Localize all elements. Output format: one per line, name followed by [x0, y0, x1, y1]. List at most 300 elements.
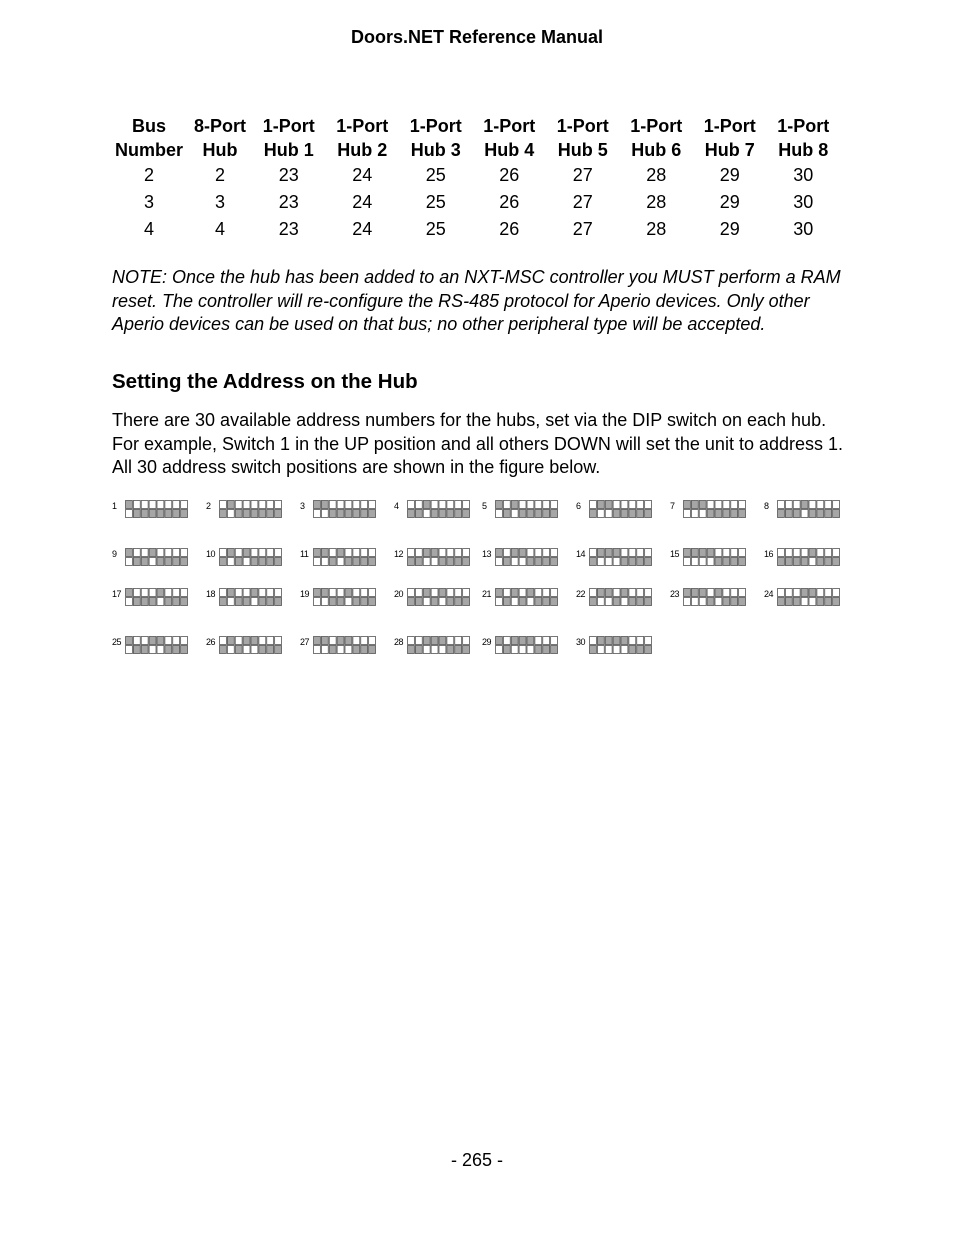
- dip-switch-block: [589, 548, 652, 566]
- dip-switch-down: [447, 510, 454, 518]
- dip-switch-down: [251, 558, 258, 566]
- dip-switch-down: [645, 549, 652, 557]
- dip-switch-down: [243, 501, 250, 509]
- table-header-cell: Hub 2: [337, 140, 388, 160]
- dip-switch-block: [125, 548, 188, 566]
- dip-switch-up: [243, 646, 250, 654]
- table-header-cell: 1-Port: [483, 116, 536, 136]
- dip-switch-up: [227, 558, 234, 566]
- dip-switch-down: [165, 549, 172, 557]
- dip-switch-down: [369, 589, 376, 597]
- dip-switch-up: [597, 510, 604, 518]
- dip-switch-block: [589, 636, 652, 654]
- dip-switch-down: [408, 646, 415, 654]
- bus-hub-table: [110, 114, 840, 243]
- dip-switch-down: [535, 549, 542, 557]
- dip-switch-down: [173, 646, 180, 654]
- dip-switch-down: [149, 598, 156, 606]
- dip-switch-down: [259, 637, 266, 645]
- dip-switch-down: [629, 646, 636, 654]
- table-row: [110, 162, 840, 189]
- dip-switch-up: [423, 598, 430, 606]
- dip-switch-down: [785, 589, 792, 597]
- dip-switch-down: [590, 501, 597, 509]
- dip-switch-down: [707, 501, 714, 509]
- table-header-cell: Hub 7: [704, 140, 755, 160]
- dip-switch-up: [684, 558, 691, 566]
- table-header-cell: Hub 3: [410, 140, 461, 160]
- dip-switch-address-label: 5: [482, 501, 487, 511]
- dip-switch-up: [314, 501, 321, 509]
- dip-switch-up: [227, 637, 234, 645]
- dip-switch-up: [337, 637, 344, 645]
- dip-switch-up: [321, 501, 328, 509]
- dip-switch-down: [817, 589, 824, 597]
- dip-switch-address-label: 7: [670, 501, 675, 511]
- table-cell: 3: [214, 192, 225, 212]
- dip-switch-down: [181, 637, 188, 645]
- dip-switch-up: [423, 589, 430, 597]
- dip-switch-down: [235, 510, 242, 518]
- dip-switch-up: [613, 646, 620, 654]
- dip-switch-down: [723, 598, 730, 606]
- table-cell: 28: [646, 165, 667, 185]
- dip-switch-down: [439, 549, 446, 557]
- dip-switch-down: [621, 501, 628, 509]
- dip-switch-up: [227, 598, 234, 606]
- dip-switch-down: [613, 589, 620, 597]
- dip-switch-down: [833, 598, 840, 606]
- dip-switch-down: [503, 510, 510, 518]
- table-header-cell: Hub 8: [778, 140, 829, 160]
- dip-switch-block: [125, 636, 188, 654]
- dip-switch-down: [361, 646, 368, 654]
- dip-switch-up: [314, 646, 321, 654]
- dip-switch-down: [181, 549, 188, 557]
- dip-switch-down: [149, 510, 156, 518]
- dip-switch-address-label: 27: [300, 637, 310, 647]
- dip-switch-up: [157, 646, 164, 654]
- dip-switch-down: [455, 501, 462, 509]
- dip-switch-block: [125, 588, 188, 606]
- dip-switch-down: [157, 549, 164, 557]
- dip-switch-address-label: 9: [112, 549, 117, 559]
- table-header-cell: Number: [114, 140, 183, 160]
- dip-switch-down: [329, 589, 336, 597]
- dip-switch-down: [353, 558, 360, 566]
- dip-switch-down: [220, 549, 227, 557]
- dip-switch-down: [447, 646, 454, 654]
- table-cell: 28: [646, 192, 667, 212]
- dip-switch-down: [361, 510, 368, 518]
- dip-switch-up: [337, 558, 344, 566]
- dip-switch-down: [519, 510, 526, 518]
- dip-switch-down: [267, 501, 274, 509]
- dip-switch-up: [126, 598, 133, 606]
- dip-switch-down: [181, 589, 188, 597]
- dip-switch-down: [275, 598, 282, 606]
- dip-switch-down: [157, 558, 164, 566]
- dip-switch-down: [275, 549, 282, 557]
- dip-switch-up: [251, 598, 258, 606]
- dip-switch-down: [337, 510, 344, 518]
- dip-switch-up: [314, 637, 321, 645]
- dip-switch-down: [778, 510, 785, 518]
- dip-switch-down: [739, 589, 746, 597]
- dip-switch-down: [621, 510, 628, 518]
- dip-switch-down: [149, 501, 156, 509]
- dip-switch-down: [833, 558, 840, 566]
- dip-switch-down: [337, 501, 344, 509]
- dip-switch-down: [415, 598, 422, 606]
- dip-switch-up: [314, 510, 321, 518]
- dip-switch-down: [275, 637, 282, 645]
- dip-switch-down: [415, 637, 422, 645]
- dip-switch-down: [415, 646, 422, 654]
- dip-switch-address-label: 8: [764, 501, 769, 511]
- dip-switch-down: [133, 646, 140, 654]
- dip-switch-down: [637, 510, 644, 518]
- dip-switch-up: [684, 501, 691, 509]
- dip-switch-up: [321, 646, 328, 654]
- dip-switch-down: [267, 646, 274, 654]
- dip-switch-down: [801, 558, 808, 566]
- dip-switch-up: [605, 589, 612, 597]
- dip-switch-block: [777, 588, 840, 606]
- table-body: [110, 162, 840, 243]
- dip-switch-block: [313, 500, 376, 518]
- dip-switch-down: [173, 598, 180, 606]
- dip-switch-down: [778, 549, 785, 557]
- dip-switch-down: [275, 558, 282, 566]
- dip-switch-up: [519, 646, 526, 654]
- dip-switch-down: [543, 589, 550, 597]
- dip-switch-up: [496, 510, 503, 518]
- dip-switch-up: [251, 637, 258, 645]
- dip-switch-down: [361, 501, 368, 509]
- dip-switch-down: [793, 549, 800, 557]
- dip-switch-down: [369, 558, 376, 566]
- dip-switch-up: [423, 501, 430, 509]
- dip-switch-up: [707, 558, 714, 566]
- dip-switch-address-label: 26: [206, 637, 216, 647]
- dip-switch-block: [683, 500, 746, 518]
- dip-switch-down: [408, 558, 415, 566]
- dip-switch-block: [495, 588, 558, 606]
- dip-switch-down: [463, 646, 470, 654]
- dip-switch-up: [684, 589, 691, 597]
- dip-switch-down: [243, 510, 250, 518]
- table-cell: 29: [719, 192, 740, 212]
- table-cell: 3: [143, 192, 154, 212]
- dip-switch-down: [527, 549, 534, 557]
- section-body-text: There are 30 available address numbers for the hubs, set via the DIP switch on each hub. For example, Switch 1 in the UP position and all others DOWN will set the unit to address 1. All 30 address switch positions are shown in the figure below.: [112, 410, 844, 477]
- dip-switch-up: [801, 501, 808, 509]
- dip-switch-down: [447, 598, 454, 606]
- dip-switch-up: [345, 637, 352, 645]
- dip-switch-down: [613, 510, 620, 518]
- dip-switch-down: [408, 510, 415, 518]
- dip-switch-up: [699, 510, 706, 518]
- dip-switch-down: [415, 510, 422, 518]
- dip-switch-up: [431, 637, 438, 645]
- dip-switch-down: [637, 598, 644, 606]
- dip-switch-address-label: 28: [394, 637, 404, 647]
- dip-switch-down: [731, 549, 738, 557]
- dip-switch-up: [801, 510, 808, 518]
- dip-switch-down: [345, 510, 352, 518]
- page-header-title: Doors.NET Reference Manual: [350, 27, 604, 47]
- dip-switch-down: [353, 646, 360, 654]
- dip-switch-down: [275, 501, 282, 509]
- dip-switch-down: [551, 558, 558, 566]
- dip-switch-block: [777, 548, 840, 566]
- dip-switch-down: [551, 646, 558, 654]
- dip-switch-down: [645, 637, 652, 645]
- table-cell: 23: [278, 219, 299, 239]
- dip-switch-address-label: 2: [206, 501, 211, 511]
- dip-switch-up: [321, 549, 328, 557]
- dip-switch-up: [314, 598, 321, 606]
- dip-switch-down: [785, 549, 792, 557]
- dip-switch-down: [731, 589, 738, 597]
- dip-switch-down: [447, 589, 454, 597]
- dip-switch-down: [165, 589, 172, 597]
- dip-switch-down: [715, 558, 722, 566]
- dip-switch-down: [133, 558, 140, 566]
- table-header-row: [110, 114, 840, 138]
- dip-switch-down: [629, 501, 636, 509]
- dip-switch-block: [219, 588, 282, 606]
- dip-switch-down: [251, 501, 258, 509]
- dip-switch-address-label: 1: [112, 501, 117, 511]
- dip-switch-down: [165, 646, 172, 654]
- dip-switch-down: [629, 589, 636, 597]
- dip-switch-down: [527, 501, 534, 509]
- dip-switch-up: [431, 558, 438, 566]
- dip-switch-up: [345, 589, 352, 597]
- dip-switch-up: [691, 589, 698, 597]
- dip-switch-down: [439, 510, 446, 518]
- dip-switch-block: [313, 636, 376, 654]
- dip-switch-up: [227, 549, 234, 557]
- dip-switch-down: [707, 589, 714, 597]
- dip-switch-up: [699, 589, 706, 597]
- dip-switch-down: [543, 646, 550, 654]
- dip-switch-down: [220, 589, 227, 597]
- dip-switch-down: [337, 589, 344, 597]
- dip-switch-down: [141, 598, 148, 606]
- dip-switch-down: [527, 558, 534, 566]
- table-row: [110, 189, 840, 216]
- dip-switch-down: [637, 558, 644, 566]
- table-header-cell: Hub 6: [631, 140, 682, 160]
- dip-switch-down: [361, 589, 368, 597]
- dip-switch-up: [527, 637, 534, 645]
- dip-switch-block: [219, 500, 282, 518]
- dip-switch-down: [267, 589, 274, 597]
- dip-switch-up: [496, 598, 503, 606]
- dip-switch-down: [455, 637, 462, 645]
- dip-switch-down: [793, 510, 800, 518]
- dip-switch-block: [777, 500, 840, 518]
- dip-switch-up: [691, 549, 698, 557]
- dip-switch-down: [637, 637, 644, 645]
- table-header-cell: 1-Port: [777, 116, 830, 136]
- table-cell: 4: [143, 219, 154, 239]
- dip-switch-up: [511, 510, 518, 518]
- dip-switch-down: [793, 501, 800, 509]
- dip-switch-down: [731, 598, 738, 606]
- dip-switch-down: [369, 646, 376, 654]
- dip-switch-address-label: 11: [300, 549, 309, 559]
- dip-switch-down: [543, 510, 550, 518]
- dip-switch-up: [801, 589, 808, 597]
- dip-switch-down: [739, 598, 746, 606]
- dip-switch-down: [329, 646, 336, 654]
- dip-switch-up: [126, 589, 133, 597]
- dip-switch-up: [597, 501, 604, 509]
- dip-switch-up: [126, 510, 133, 518]
- dip-switch-down: [551, 589, 558, 597]
- dip-switch-down: [543, 637, 550, 645]
- dip-switch-down: [543, 501, 550, 509]
- dip-switch-down: [613, 598, 620, 606]
- table-row: [110, 216, 840, 243]
- dip-switch-down: [543, 549, 550, 557]
- dip-switch-down: [447, 549, 454, 557]
- dip-switch-block: [683, 588, 746, 606]
- dip-switch-down: [503, 549, 510, 557]
- dip-switch-up: [809, 598, 816, 606]
- dip-switch-up: [496, 558, 503, 566]
- table-cell: 27: [572, 219, 593, 239]
- dip-switch-down: [431, 589, 438, 597]
- dip-switch-down: [141, 510, 148, 518]
- dip-switch-down: [157, 501, 164, 509]
- dip-switch-down: [165, 501, 172, 509]
- dip-switch-up: [126, 549, 133, 557]
- dip-switch-down: [173, 558, 180, 566]
- dip-switch-down: [408, 501, 415, 509]
- dip-switch-address-label: 10: [206, 549, 216, 559]
- dip-switch-up: [605, 549, 612, 557]
- dip-switch-address-label: 24: [764, 589, 774, 599]
- dip-switch-down: [235, 589, 242, 597]
- dip-switch-down: [463, 501, 470, 509]
- dip-switch-down: [408, 637, 415, 645]
- dip-switch-down: [220, 646, 227, 654]
- dip-switch-up: [715, 589, 722, 597]
- dip-switch-block: [495, 500, 558, 518]
- dip-switch-down: [220, 558, 227, 566]
- dip-switch-down: [431, 598, 438, 606]
- dip-switch-up: [496, 637, 503, 645]
- dip-switch-up: [126, 637, 133, 645]
- dip-switch-up: [243, 558, 250, 566]
- dip-switch-up: [251, 646, 258, 654]
- dip-switch-up: [345, 646, 352, 654]
- dip-switch-up: [597, 646, 604, 654]
- dip-switch-up: [157, 637, 164, 645]
- dip-switch-up: [511, 589, 518, 597]
- dip-switch-down: [455, 558, 462, 566]
- dip-switch-down: [645, 510, 652, 518]
- dip-switch-down: [431, 510, 438, 518]
- dip-switch-down: [809, 501, 816, 509]
- dip-switch-down: [267, 510, 274, 518]
- dip-switch-down: [329, 598, 336, 606]
- dip-switch-down: [181, 646, 188, 654]
- dip-switch-down: [723, 501, 730, 509]
- dip-switch-down: [590, 598, 597, 606]
- dip-switch-down: [133, 501, 140, 509]
- dip-switch-up: [496, 589, 503, 597]
- dip-switch-up: [613, 637, 620, 645]
- dip-switch-down: [590, 646, 597, 654]
- dip-switch-down: [463, 510, 470, 518]
- dip-switch-down: [715, 549, 722, 557]
- dip-switch-down: [361, 558, 368, 566]
- dip-switch-down: [141, 501, 148, 509]
- table-cell: 29: [719, 219, 740, 239]
- dip-switch-up: [613, 549, 620, 557]
- dip-switch-up: [621, 637, 628, 645]
- dip-switch-block: [313, 588, 376, 606]
- table-cell: 28: [646, 219, 667, 239]
- table-header-cell: Hub 4: [484, 140, 535, 160]
- dip-switch-up: [423, 510, 430, 518]
- dip-switch-down: [590, 589, 597, 597]
- dip-switch-up: [314, 549, 321, 557]
- dip-switch-down: [369, 598, 376, 606]
- dip-switch-down: [141, 646, 148, 654]
- dip-switch-block: [407, 636, 470, 654]
- dip-switch-down: [817, 558, 824, 566]
- dip-switch-up: [809, 558, 816, 566]
- dip-switch-down: [723, 558, 730, 566]
- dip-switch-down: [645, 646, 652, 654]
- dip-switch-down: [715, 501, 722, 509]
- dip-switch-up: [684, 598, 691, 606]
- dip-switch-up: [423, 646, 430, 654]
- dip-switch-up: [439, 646, 446, 654]
- dip-switch-block: [683, 548, 746, 566]
- dip-switch-down: [455, 549, 462, 557]
- dip-switch-up: [691, 501, 698, 509]
- dip-switch-address-label: 3: [300, 501, 305, 511]
- dip-switch-down: [455, 589, 462, 597]
- dip-switch-down: [645, 589, 652, 597]
- dip-switch-down: [259, 549, 266, 557]
- dip-switch-down: [353, 589, 360, 597]
- dip-switch-down: [629, 549, 636, 557]
- dip-switch-down: [353, 637, 360, 645]
- dip-switch-up: [439, 637, 446, 645]
- dip-switch-down: [833, 501, 840, 509]
- dip-switch-up: [227, 501, 234, 509]
- dip-switch-down: [329, 558, 336, 566]
- dip-switch-down: [590, 549, 597, 557]
- table-cell: 23: [278, 192, 299, 212]
- table-cell: 30: [793, 192, 814, 212]
- dip-switch-down: [455, 598, 462, 606]
- dip-switch-down: [133, 510, 140, 518]
- dip-switch-down: [141, 589, 148, 597]
- table-header-cell: 1-Port: [409, 116, 462, 136]
- dip-switch-block: [589, 500, 652, 518]
- table-header: [110, 114, 840, 162]
